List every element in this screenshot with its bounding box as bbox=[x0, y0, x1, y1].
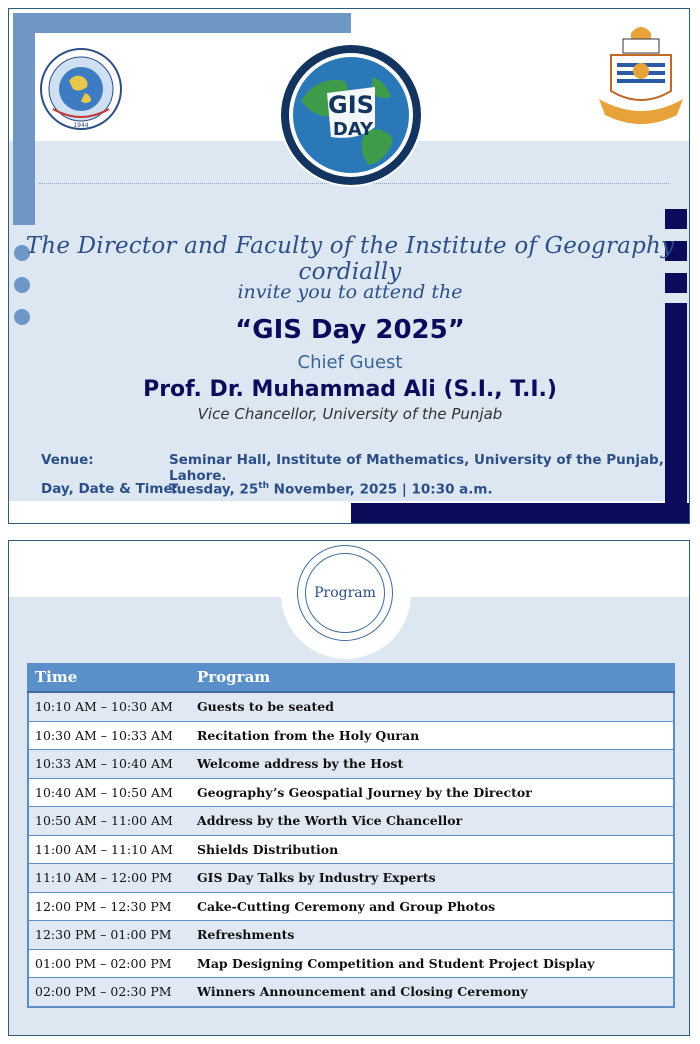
row-time: 11:10 AM – 12:00 PM bbox=[28, 864, 191, 893]
event-title: “GIS Day 2025” bbox=[235, 315, 465, 345]
venue-value: Seminar Hall, Institute of Mathematics, University of the Punjab, Lahore. bbox=[169, 452, 664, 484]
row-time: 02:00 PM – 02:30 PM bbox=[28, 978, 191, 1007]
table-row bbox=[28, 892, 674, 921]
table-row bbox=[28, 807, 674, 836]
logo-gis-text: GIS bbox=[328, 91, 374, 119]
row-item: Winners Announcement and Closing Ceremony bbox=[191, 978, 674, 1007]
chief-guest-role: Vice Chancellor, University of the Punjab bbox=[197, 405, 503, 423]
table-row bbox=[28, 692, 674, 721]
program-card bbox=[8, 540, 690, 1036]
row-time: 01:00 PM – 02:00 PM bbox=[28, 949, 191, 978]
date-value-main: Tuesday, 25 bbox=[169, 481, 259, 498]
table-row bbox=[28, 835, 674, 864]
table-row bbox=[28, 864, 674, 893]
row-item: Cake-Cutting Ceremony and Group Photos bbox=[191, 892, 674, 921]
header-time: Time bbox=[28, 663, 191, 692]
table-row bbox=[28, 778, 674, 807]
header-program: Program bbox=[191, 663, 674, 692]
decor-bar-vertical bbox=[13, 13, 35, 225]
decor-square bbox=[665, 209, 687, 229]
date-value-rest: November, 2025 | 10:30 a.m. bbox=[268, 481, 493, 498]
table-row bbox=[28, 750, 674, 779]
row-time: 10:50 AM – 11:00 AM bbox=[28, 807, 191, 836]
row-time: 11:00 AM – 11:10 AM bbox=[28, 835, 191, 864]
invitation-line-1: The Director and Faculty of the Institute of Geography cordially bbox=[25, 233, 675, 285]
row-item: Shields Distribution bbox=[191, 835, 674, 864]
row-item: Geography’s Geospatial Journey by the Director bbox=[191, 778, 674, 807]
row-time: 10:33 AM – 10:40 AM bbox=[28, 750, 191, 779]
program-badge: Program bbox=[305, 553, 385, 633]
row-item: Address by the Worth Vice Chancellor bbox=[191, 807, 674, 836]
row-time: 10:10 AM – 10:30 AM bbox=[28, 692, 191, 721]
table-row bbox=[28, 978, 674, 1007]
invitation-line-2: invite you to attend the bbox=[237, 281, 463, 303]
row-item: Welcome address by the Host bbox=[191, 750, 674, 779]
table-row bbox=[28, 721, 674, 750]
program-table-header bbox=[28, 663, 674, 692]
decor-bar-bottom bbox=[351, 503, 689, 523]
date-value-suffix: th bbox=[258, 481, 269, 491]
chief-guest-label: Chief Guest bbox=[297, 352, 403, 373]
decor-bar-horizontal bbox=[13, 13, 351, 33]
institute-of-geography-logo bbox=[39, 39, 123, 139]
program-table bbox=[27, 663, 675, 1008]
row-item: Recitation from the Holy Quran bbox=[191, 721, 674, 750]
gis-day-logo bbox=[277, 41, 425, 189]
row-time: 12:00 PM – 12:30 PM bbox=[28, 892, 191, 921]
row-item: Map Designing Competition and Student Project Display bbox=[191, 949, 674, 978]
chief-guest-name: Prof. Dr. Muhammad Ali (S.I., T.I.) bbox=[143, 377, 557, 402]
row-time: 10:30 AM – 10:33 AM bbox=[28, 721, 191, 750]
row-item: Refreshments bbox=[191, 921, 674, 950]
table-row bbox=[28, 921, 674, 950]
row-time: 12:30 PM – 01:00 PM bbox=[28, 921, 191, 950]
row-time: 10:40 AM – 10:50 AM bbox=[28, 778, 191, 807]
logo-year: 1944 bbox=[73, 122, 89, 129]
venue-label: Venue: bbox=[41, 452, 94, 468]
logo-day-text: DAY bbox=[332, 119, 374, 140]
row-item: Guests to be seated bbox=[191, 692, 674, 721]
row-item: GIS Day Talks by Industry Experts bbox=[191, 864, 674, 893]
invitation-card bbox=[8, 8, 690, 524]
table-row bbox=[28, 949, 674, 978]
date-value bbox=[169, 481, 493, 498]
university-of-the-punjab-logo bbox=[597, 19, 685, 135]
date-label: Day, Date & Time: bbox=[41, 481, 179, 497]
